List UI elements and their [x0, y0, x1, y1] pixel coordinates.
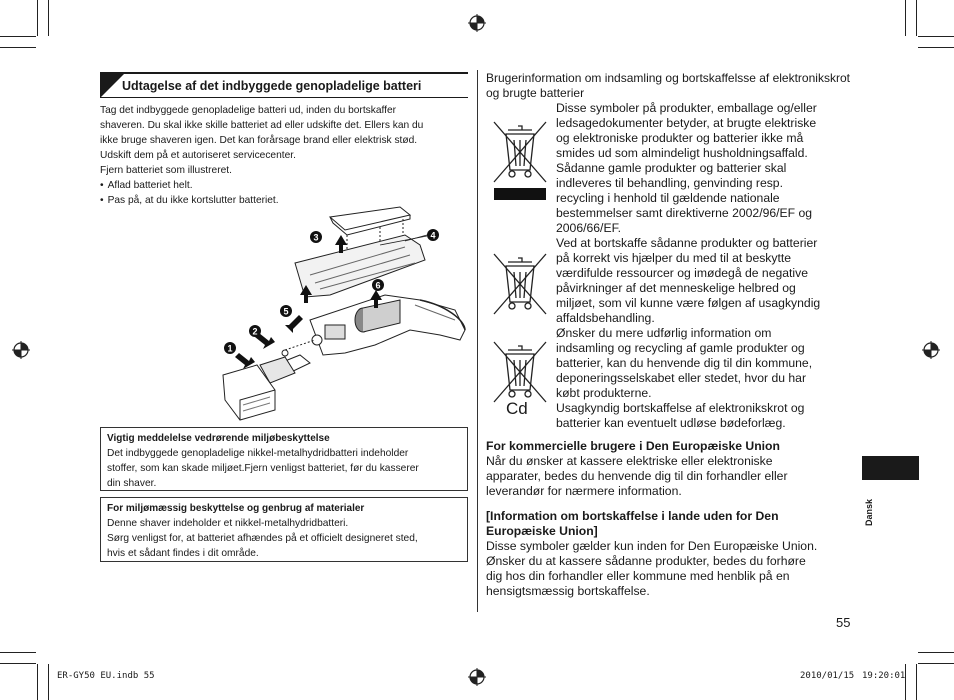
symbol-text-line: bestemmelser samt direktiverne 2002/96/EF og	[556, 206, 813, 220]
commercial-line: apparater, bedes du henvende dig til din forhandler eller	[486, 469, 788, 483]
outside-line: Disse symboler gælder kun inden for Den Europæiske Union.	[486, 539, 818, 553]
symbol-text-line: Sådanne gamle produkter og batterier skal	[556, 161, 787, 175]
step-badge: 6	[375, 280, 381, 291]
commercial-line: Når du ønsker at kassere elektriske eller elektroniske	[486, 454, 773, 468]
registration-mark-icon	[468, 668, 486, 686]
footer-date: 2010/01/15	[800, 671, 855, 681]
symbol-text-line: og elektroniske produkter og batterier ikke må	[556, 131, 804, 145]
symbol-text-line: Disse symboler på produkter, emballage og/eller	[556, 101, 817, 115]
removal-instructions	[100, 103, 466, 208]
instruction-line: Tag det indbyggede genopladelige batteri ud, inden du bortskaffer	[100, 105, 397, 116]
notice-line: Det indbyggede genopladelige nikkel-metalhydridbatteri indeholder	[107, 448, 409, 459]
section-heading	[100, 72, 468, 98]
symbol-text-line: miljøet, som vil kunne være følgen af usagkyndig	[556, 296, 821, 310]
bullet-item: • Pas på, at du ikke kortslutter batteriet.	[100, 193, 466, 208]
notice-line: din shaver.	[107, 478, 157, 489]
instruction-line: shaveren. Du skal ikke skille batteriet ad eller udskifte det. Ellers kan du	[100, 120, 424, 131]
bullet-item: • Aflad batteriet helt.	[100, 178, 466, 193]
crossed-bin-icon	[492, 116, 548, 200]
symbol-text-line: 2006/66/EF.	[556, 221, 622, 235]
commercial-users-section	[486, 439, 852, 499]
language-tab	[862, 456, 919, 480]
notice-title: For miljømæssig beskyttelse og genbrug af materialer	[107, 503, 365, 514]
symbol-text-line: affaldsbehandling.	[556, 311, 655, 325]
footer-file: ER-GY50 EU.indb 55	[57, 671, 155, 681]
symbol-text-line: værdifulde ressourcer og imødegå de negative	[556, 266, 809, 280]
outside-line: Ønsker du at kassere sådanne produkter, bedes du forhøre	[486, 554, 806, 568]
environment-notice-box	[100, 427, 468, 491]
footer-time: 19:20:01	[862, 671, 906, 681]
registration-mark-icon	[922, 341, 940, 359]
symbol-text-line: Ved at bortskaffe sådanne produkter og batterier	[556, 236, 818, 250]
symbol-text-line: batterier kan eventuelt udløse bødeforlæg.	[556, 416, 786, 430]
commercial-line: leverandør for nærmere information.	[486, 484, 682, 498]
symbol-text-line: Ønsker du mere udførlig information om	[556, 326, 772, 340]
instruction-line: ikke bruge shaveren igen. Det kan forårsage brand eller elektrisk stød.	[100, 135, 418, 146]
symbol-text-line: på korrekt vis hjælper du med til at beskytte	[556, 251, 792, 265]
symbol-text-line: påvirkninger af det menneskelige helbred og	[556, 281, 796, 295]
page-number: 55	[836, 615, 851, 630]
crossed-bin-icon	[492, 340, 548, 406]
notice-title: Vigtig meddelelse vedrørende miljøbeskyttelse	[107, 433, 330, 444]
symbol-text-line: batterier, kan du henvende dig til din kommune,	[556, 356, 813, 370]
battery-removal-illustration	[215, 205, 470, 427]
registration-mark-icon	[12, 341, 30, 359]
user-info-heading: Brugerinformation om indsamling og bortskaffelsse af elektronikskrot og brugte batterier	[486, 71, 850, 100]
symbol-text-line: smides ud som almindeligt husholdningsaffald.	[556, 146, 808, 160]
symbol-text-line: ledsagedokumenter betyder, at brugte elektriske	[556, 116, 817, 130]
step-badge: 2	[252, 326, 258, 337]
instruction-line: Fjern batteriet som illustreret.	[100, 165, 232, 176]
outside-line: hensigtsmæssig bortskaffelse.	[486, 584, 650, 598]
symbol-text-line: Usagkyndig bortskaffelse af elektronikskrot og	[556, 401, 805, 415]
recycling-notice-box	[100, 497, 468, 562]
notice-line: Denne shaver indeholder et nikkel-metalhydridbatteri.	[107, 518, 349, 529]
symbol-text-line: deponeringsselskabet eller stedet, hvor du har	[556, 371, 806, 385]
outside-heading: [Information om bortskaffelse i lande uden for Den	[486, 509, 779, 523]
disposal-symbol-text	[556, 101, 852, 431]
outside-heading: Europæiske Union]	[486, 524, 598, 538]
symbol-text-line: købt produkterne.	[556, 386, 652, 400]
cadmium-label: Cd	[506, 399, 528, 418]
outside-line: dig hos din forhandler eller kommune med henblik på en	[486, 569, 790, 583]
notice-line: hvis et sådant findes i dit område.	[107, 548, 259, 559]
section-title: Udtagelse af det indbyggede genopladelige batteri	[122, 79, 422, 93]
language-label: Dansk	[864, 498, 874, 526]
column-divider	[477, 70, 478, 612]
symbol-text-line: recycling i henhold til gældende nationale	[556, 191, 780, 205]
symbol-text-line: indsamling og recycling af gamle produkter og	[556, 341, 805, 355]
commercial-heading: For kommercielle brugere i Den Europæiske Union	[486, 439, 780, 453]
step-badge: 5	[283, 306, 289, 317]
notice-line: Sørg venligst for, at batteriet afhændes på et officielt designeret sted,	[107, 533, 418, 544]
registration-mark-icon	[468, 14, 486, 32]
instruction-line: Udskift dem på et autoriseret servicecenter.	[100, 150, 296, 161]
notice-line: stoffer, som kan skade miljøet.Fjern venligst batteriet, før du kasserer	[107, 463, 419, 474]
symbol-text-line: indleveres til behandling, genvinding resp.	[556, 176, 783, 190]
step-badge: 3	[313, 232, 319, 243]
outside-eu-section	[486, 509, 852, 599]
crossed-bin-icon	[492, 252, 548, 318]
step-badge: 4	[430, 230, 436, 241]
step-badge: 1	[227, 343, 233, 354]
